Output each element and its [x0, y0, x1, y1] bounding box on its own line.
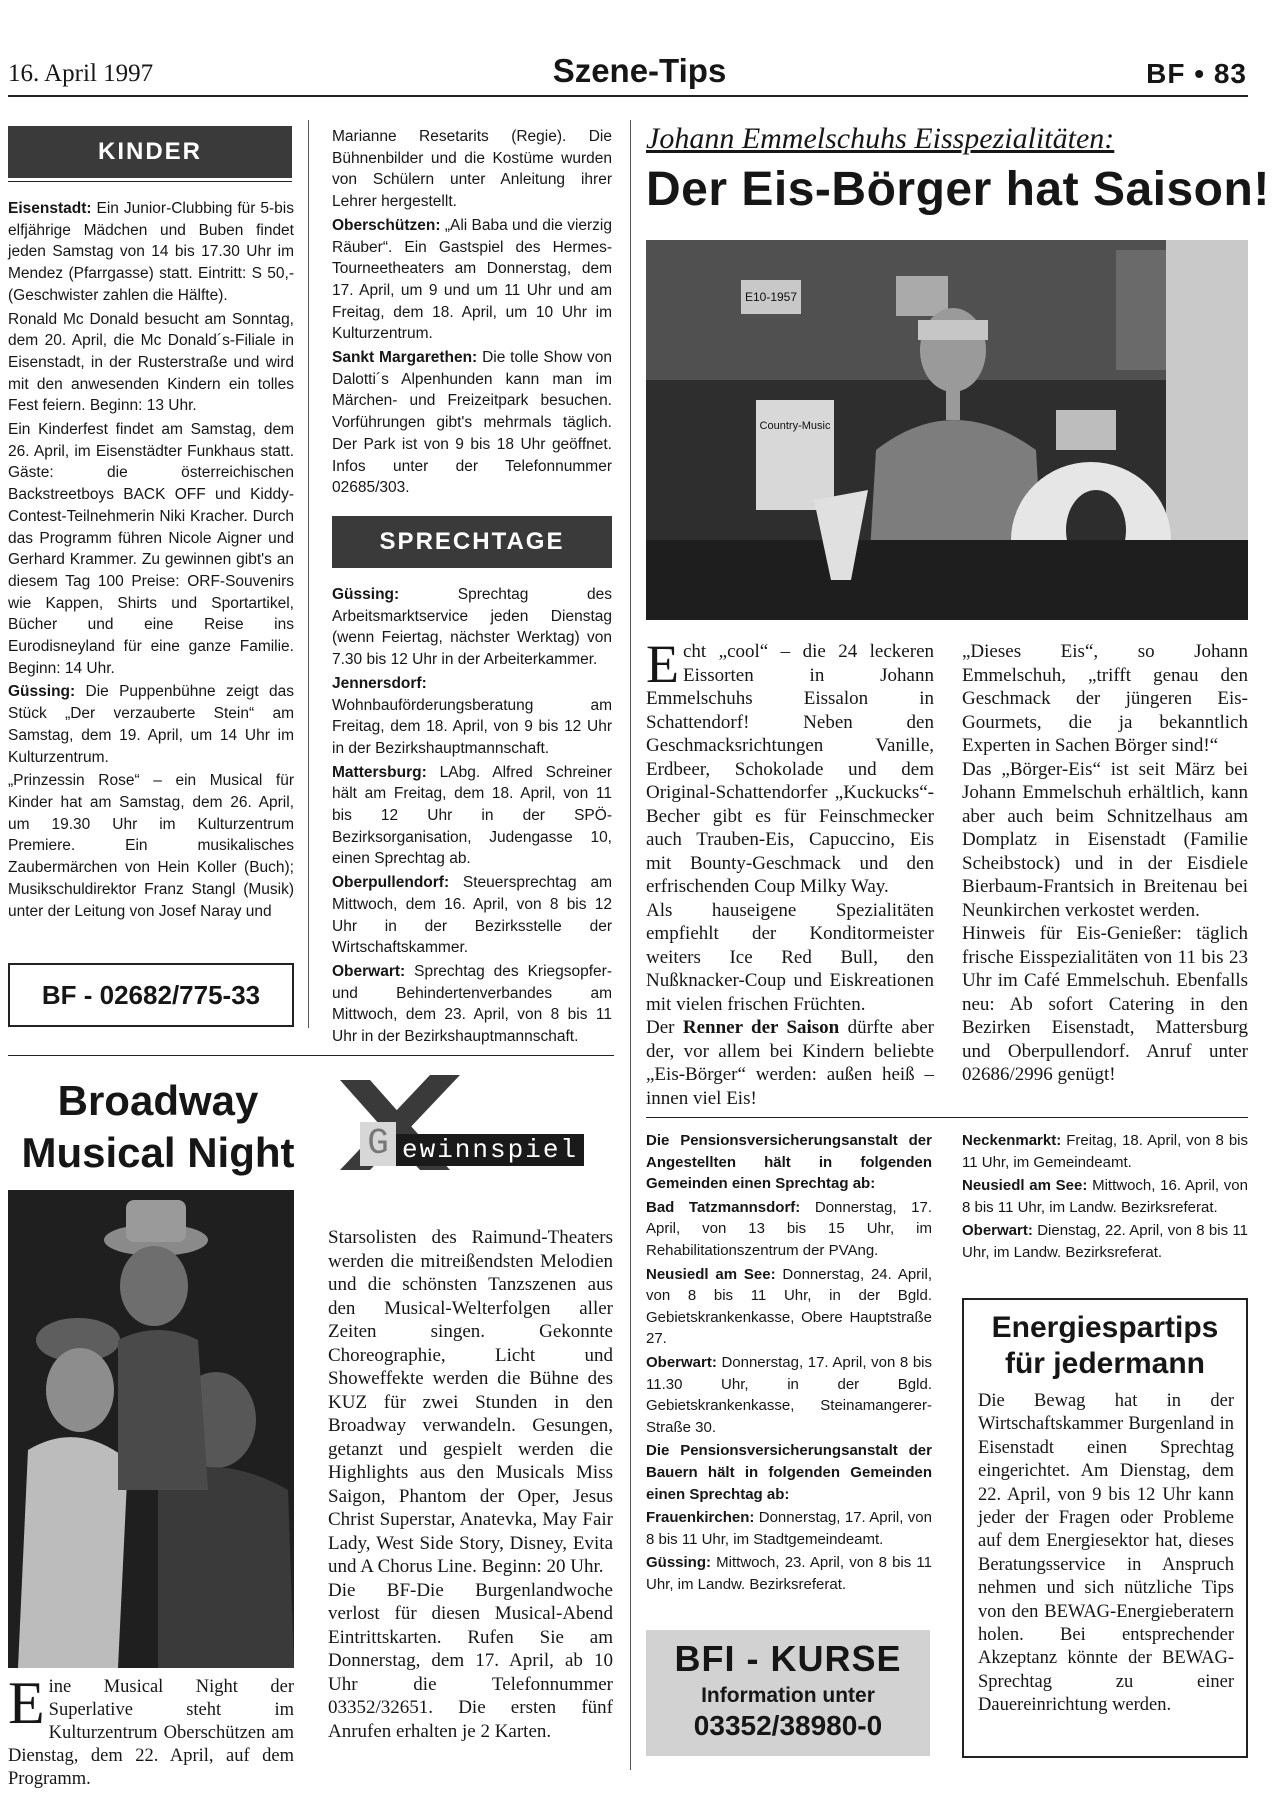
- sprechtage-paragraph: Mattersburg: LAbg. Alfred Schreiner hält am Freitag, dem 18. April, von 11 bis 12 Uhr in der SPÖ-Bezirksorganisation, Judengasse 10, einen Sprechtag ab.: [332, 763, 612, 868]
- eis-dropcap: E: [646, 634, 679, 694]
- pva-place-name: Güssing:: [646, 1554, 712, 1572]
- gewinnspiel-logo: G ewinnspiel: [330, 1070, 610, 1180]
- kinder-continued: [332, 126, 612, 506]
- pva-paragraph: Neusiedl am See: Donnerstag, 24. April, von 8 bis 11 Uhr, in der Bgld. Gebietskrankenkasse, Obere Hauptstraße 27.: [646, 1265, 932, 1348]
- pva-place-name: Oberwart:: [646, 1353, 717, 1371]
- kinder-paragraph: Oberschützen: „Ali Baba und die vierzig Räuber“. Ein Gastspiel des Hermes-Tourneetheaters am Donnerstag, dem 17. April, um 9 und um 11 Uhr und am Freitag, dem 18. April, um 10 Uhr im Kulturzentrum.: [332, 216, 612, 343]
- photo-sign: E10-1957: [744, 290, 798, 304]
- pva-paragraph: Neusiedl am See: Mittwoch, 16. April, von 8 bis 11 Uhr, im Landw. Bezirksreferat.: [962, 1177, 1248, 1216]
- sprechtage-paragraph: Oberwart: Sprechtag des Kriegsopfer- und Behindertenverbandes am Mittwoch, dem 23. April, von 8 bis 11 Uhr in der Bezirkshauptmannschaft.: [332, 962, 612, 1046]
- header-rule: [8, 95, 1248, 97]
- sprechtage-heading: SPRECHTAGE: [332, 516, 612, 568]
- kinder-paragraph: Marianne Resetarits (Regie). Die Bühnenbilder und die Kostüme wurden von Schülern unter Anleitung ihrer Lehrer hergestellt.: [332, 128, 612, 211]
- sprechtage-paragraph: Güssing: Sprechtag des Arbeitsmarktservice jeden Dienstag (wenn Feiertag, nächster Werktag) von 7.30 bis 12 Uhr in der Arbeiterkammer.: [332, 586, 612, 669]
- kinder-article: [8, 198, 294, 948]
- section-title: Szene-Tips: [552, 52, 727, 89]
- pva-place-name: Neusiedl am See:: [646, 1265, 776, 1283]
- kinder-place-name: Eisenstadt:: [8, 200, 92, 217]
- kinder-place-name: Sankt Margarethen:: [332, 349, 478, 367]
- kinder-paragraph: Sankt Margarethen: Die tolle Show von Dalotti´s Alpenhunden kann man im Märchen- und Freizeitpark besuchen. Vorführungen gibt's mehrmals täglich. Der Park ist von 9 bis 18 Uhr geöffnet. Infos unter der Telefonnummer 02685/303.: [332, 349, 613, 497]
- eis-headline: Der Eis-Börger hat Saison!: [646, 163, 1270, 216]
- sprechtage-article: [332, 584, 612, 1046]
- pva-place-name: Neusiedl am See:: [962, 1177, 1088, 1195]
- broadway-caption: Eine Musical Night der Superlative steht im Kulturzentrum Oberschützen am Dienstag, dem 22. April, auf dem Programm.: [8, 1670, 294, 1789]
- eis-kicker: Johann Emmelschuhs Eisspezialitäten:: [646, 122, 1115, 155]
- photo-poster: Country-Music: [759, 420, 831, 432]
- issue-date: 16. April 1997: [8, 60, 154, 87]
- kinder-paragraph: Güssing: Die Puppenbühne zeigt das Stück „Der verzauberte Stein“ am Samstag, dem 19. April, um 14 Uhr im Kulturzentrum.: [8, 683, 294, 766]
- pva-notice: [646, 1130, 932, 1610]
- pva-intro: Die Pensionsversicherungsanstalt der Bauern hält in folgenden Gemeinden einen Sprechtag ab:: [646, 1442, 932, 1503]
- eis-column-b: „Dieses Eis“, so Johann Emmelschuh, „trifft genau den Geschmack der jüngeren Eis-Gourmets, die ja bekanntlich Experten in Sachen Börger sind!“ Das „Börger-Eis“ ist seit März bei Johann Emmelschuh erhältlich, kann aber auch beim Schnitzelhaus am Domplatz in Eisenstadt (Familie Scheibstock) und in der Eisdiele Bierbaum-Frantsich in Breitenau bei Neunkirchen verkostet werden. Hinweis für Eis-Genießer: täglich frische Eisspezialitäten von 11 bis 23 Uhr im Café Emmelschuh. Ebenfalls neu: Ab sofort Catering in den Bezirken Eisenstadt, Mattersburg und Oberpullendorf. Anruf unter 02686/2996 genügt!: [962, 641, 1248, 1085]
- eis-photo: [646, 240, 1248, 620]
- pva-paragraph: Oberwart: Dienstag, 22. April, von 8 bis 11 Uhr, im Landw. Bezirksreferat.: [962, 1222, 1248, 1261]
- pva-paragraph: Bad Tatzmannsdorf: Donnerstag, 17. April, von 13 bis 15 Uhr, im Rehabilitationszentrum der PVAng.: [646, 1198, 932, 1259]
- kinder-place-name: Oberschützen:: [332, 216, 441, 234]
- pva-paragraph: Güssing: Mittwoch, 23. April, von 8 bis 11 Uhr, im Landw. Bezirksreferat.: [646, 1554, 932, 1593]
- pva-intro: Die Pensionsversicherungsanstalt der Angestellten hält in folgenden Gemeinden einen Sprechtag ab:: [646, 1132, 932, 1193]
- pva-paragraph: Oberwart: Donnerstag, 17. April, von 8 bis 11.30 Uhr, in der Bgld. Gebietskrankenkasse, Steinamangerer-Straße 30.: [646, 1353, 932, 1436]
- bf-phone-box: BF - 02682/775-33: [8, 963, 294, 1027]
- broadway-photo: [8, 1190, 294, 1668]
- kinder-paragraph: Ein Kinderfest findet am Samstag, dem 26. April, im Eisenstädter Funkhaus statt. Gäste: die österreichischen Backstreetboys BACK OFF und Kiddy-Contest-Teilnehmerin Niki Kracher. Durch das Programm führen Nicole Aigner und Gerhard Krammer. Zu gewinnen gibt's an diesem Tag 100 Preise: ORF-Souvenirs wie Kappen, Shirts und Sportartikel, Bücher und eine Reise ins Eurodisneyland für eine ganze Familie. Beginn: 14 Uhr.: [8, 421, 294, 677]
- pva-notice-continued: [962, 1130, 1248, 1280]
- sprechtage-place-name: Oberwart:: [332, 962, 406, 980]
- kinder-paragraph: Ronald Mc Donald besucht am Sonntag, dem 20. April, die Mc Donald´s-Filiale in Eisenstadt, in der Rusterstraße und wird mit den anwesenden Kindern ein tolles Fest feiern. Beginn: 13 Uhr.: [8, 310, 294, 415]
- page-number: BF • 83: [1146, 58, 1247, 89]
- sprechtage-paragraph: Jennersdorf: Wohnbauförderungsberatung am Freitag, dem 18. April, von 9 bis 12 Uhr in der Bezirkshauptmannschaft.: [332, 674, 612, 757]
- pva-place-name: Oberwart:: [962, 1222, 1033, 1240]
- gewinnspiel-article: Starsolisten des Raimund-Theaters werden die mitreißendsten Melodien und die schönsten Tanzszenen aus den Musical-Welterfolgen aller Zeiten singen. Gekonnte Choreographie, Licht und Showeffekte werden die Bühne des KUZ für zwei Stunden in den Broadway verwandeln. Gesungen, getanzt und gespielt werden die Highlights aus den Musicals Miss Saigon, Phantom der Oper, Jesus Christ Superstar, Anatevka, May Fair Lady, West Side Story, Disney, Evita und A Chorus Line. Beginn: 20 Uhr. Die BF-Die Burgenlandwoche verlost für diesen Musical-Abend Eintrittskarten. Rufen Sie am Donnerstag, dem 17. April, ab 10 Uhr die Telefonnummer 03352/32651. Die ersten fünf Anrufen erhalten je 2 Karten.: [328, 1227, 613, 1742]
- pva-place-name: Bad Tatzmannsdorf:: [646, 1198, 801, 1216]
- eis-column-a: Echt „cool“ – die 24 leckeren Eissorten in Johann Emmelschuhs Eissalon in Schattendorf! Neben den Geschmacksrichtungen Vanille, Erdbeer, Schokolade und dem Original-Schattendorfer „Kuckucks“-Becher gibt es für Feinschmecker auch Trauben-Eis, Capuccino, Eis mit Bounty-Geschmack und den erfrischenden Coup Milky Way. Als hauseigene Spezialitäten empfiehlt der Konditormeister weiters Ice Red Bull, den Nußknacker-Coup und Eiskreationen mit vielen frischen Früchten. Der Renner der Saison dürfte aber der, vor allem bei Kindern beliebte „Eis-Börger“ werden: außen heiß – innen viel Eis!: [646, 634, 935, 1109]
- pva-paragraph: Neckenmarkt: Freitag, 18. April, von 8 bis 11 Uhr, im Gemeindeamt.: [962, 1132, 1248, 1171]
- kinder-paragraph: „Prinzessin Rose“ – ein Musical für Kinder hat am Samstag, dem 26. April, um 19.30 Uhr im Kulturzentrum Premiere. Ein musikalisches Zaubermärchen von Hein Koller (Buch); Musikschuldirektor Franz Stangl (Musik) unter der Leitung von Josef Naray und: [8, 772, 294, 920]
- sprechtage-place-name: Güssing:: [332, 586, 400, 603]
- bfi-kurse-box: BFI - KURSE Information unter 03352/38980-0: [646, 1630, 930, 1756]
- energie-text: Die Bewag hat in der Wirtschaftskammer Burgenland in Eisenstadt einen Sprechtag eingerichtet. Am Dienstag, dem 22. April, von 9 bis 12 Uhr kann jeder der Fragen oder Probleme auf dem Energiesektor hat, dieses Beratungsservice in Anspruch nehmen und sich nützliche Tips von den BEWAG-Energieberatern holen. Bei entsprechender Akzeptanz könnte der BEWAG-Sprechtag zu einer Dauereinrichtung werden.: [978, 1391, 1234, 1716]
- sprechtage-place-name: Oberpullendorf:: [332, 874, 450, 892]
- broadway-title: Broadway Musical Night: [21, 1077, 295, 1176]
- pva-place-name: Frauenkirchen:: [646, 1509, 755, 1527]
- pva-paragraph: Frauenkirchen: Donnerstag, 17. April, von 8 bis 11 Uhr, im Stadtgemeindeamt.: [646, 1509, 932, 1548]
- pva-place-name: Neckenmarkt:: [962, 1132, 1062, 1149]
- kinder-place-name: Güssing:: [8, 683, 76, 701]
- kinder-paragraph: Eisenstadt: Ein Junior-Clubbing für 5-bis elfjährige Mädchen und Buben findet jeden Samstag von 14 bis 17.30 Uhr im Mendez (Pfarrgasse) statt. Eintritt: S 50,- (Geschwister zahlen die Hälfte).: [8, 200, 294, 304]
- sprechtage-place-name: Mattersburg:: [332, 763, 427, 781]
- energie-box: Energiespartips für jedermann Die Bewag hat in der Wirtschaftskammer Burgenland in Eisenstadt einen Sprechtag eingerichtet. Am Dienstag, dem 22. April, von 9 bis 12 Uhr kann jeder der Fragen oder Probleme auf dem Energiesektor hat, dieses Beratungsservice in Anspruch nehmen und sich nützliche Tips von den BEWAG-Energieberatern holen. Bei entsprechender Akzeptanz könnte der BEWAG-Sprechtag zu einer Dauereinrichtung werden.: [962, 1298, 1248, 1758]
- kinder-heading: KINDER: [8, 126, 292, 178]
- sprechtage-place-name: Jennersdorf:: [332, 674, 427, 692]
- sprechtage-paragraph: Oberpullendorf: Steuersprechtag am Mittwoch, dem 16. April, von 8 bis 12 Uhr in der Bezirksstelle der Wirtschaftskammer.: [332, 874, 612, 957]
